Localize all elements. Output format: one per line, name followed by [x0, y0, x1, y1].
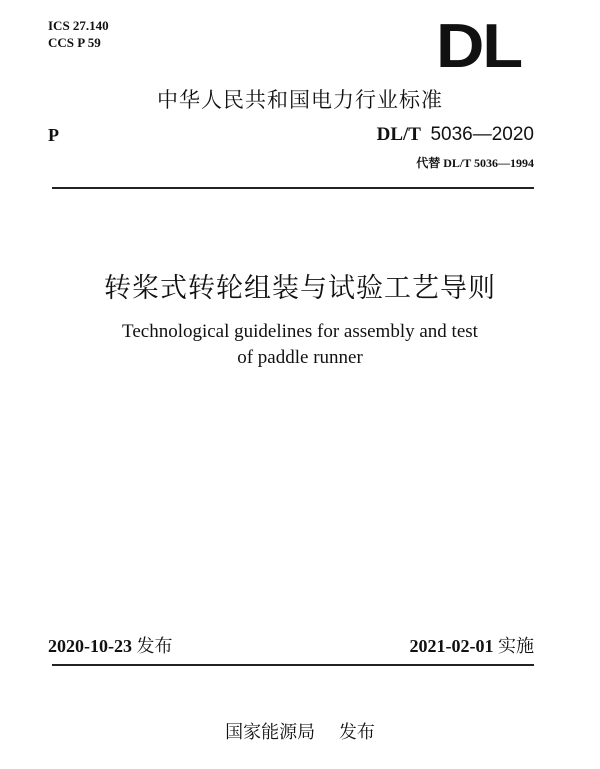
issue-date: 2020-10-23 [48, 636, 132, 656]
issue-label: 发布 [136, 636, 173, 657]
implement-date-block [410, 635, 535, 658]
dl-logo: DL [436, 12, 521, 81]
classification-code: P [48, 125, 59, 145]
title-english-line-2: of paddle runner [237, 347, 363, 368]
title-chinese: 转桨式转轮组装与试验工艺导则 [104, 273, 496, 304]
ics-code: ICS 27.140 [48, 18, 109, 33]
organization-title: 中华人民共和国电力行业标准 [157, 88, 443, 112]
top-divider [52, 187, 534, 189]
standard-prefix: DL/T [376, 124, 421, 145]
implement-label: 实施 [498, 636, 534, 657]
issuer: 国家能源局 发布 [225, 722, 375, 743]
issue-date-block [48, 635, 173, 658]
replaces-standard: 代替 DL/T 5036—1994 [416, 156, 534, 170]
bottom-divider [52, 664, 534, 666]
standard-code: 5036—2020 [430, 124, 534, 145]
standard-number [377, 124, 534, 146]
ccs-code: CCS P 59 [48, 35, 101, 50]
implement-date: 2021-02-01 [409, 636, 494, 656]
title-english-line-1: Technological guidelines for assembly and test [122, 321, 478, 342]
